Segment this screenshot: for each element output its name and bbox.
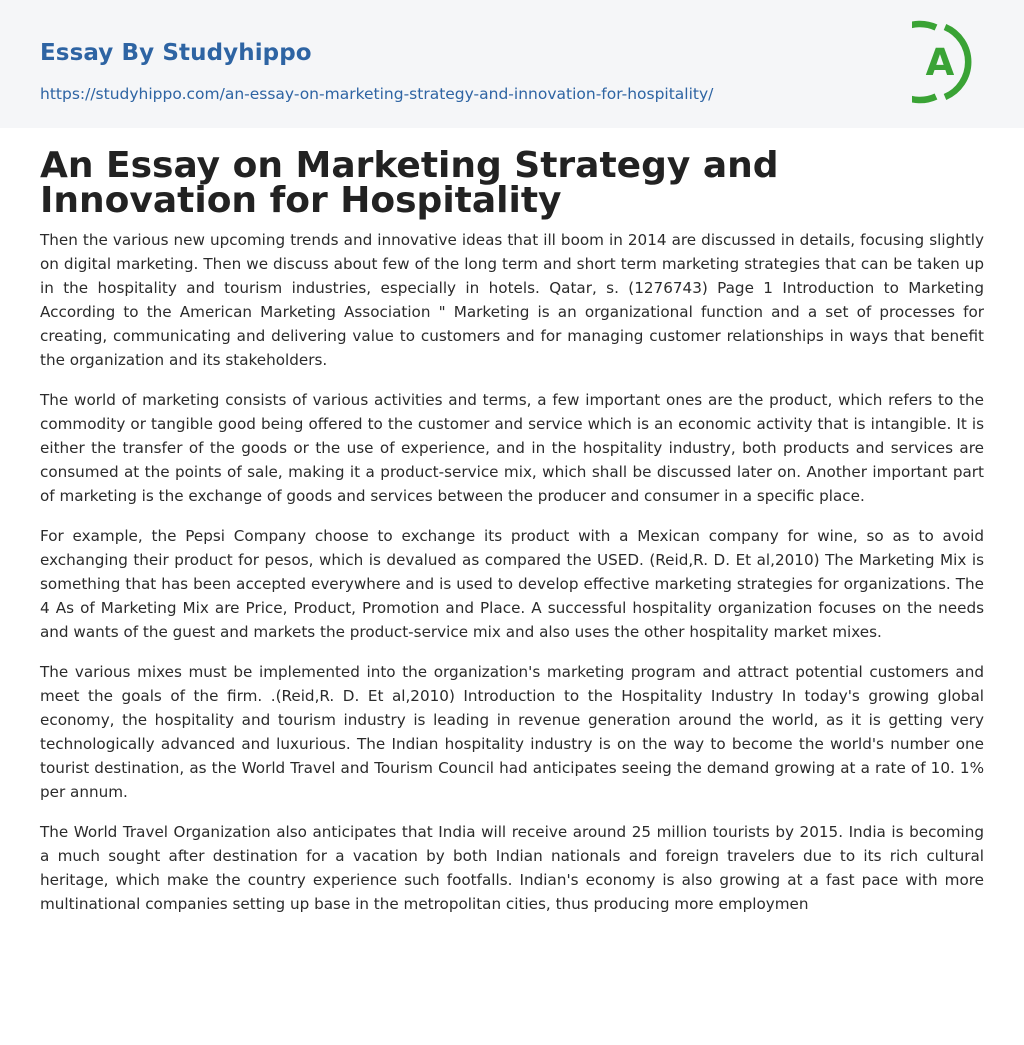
page-url-link[interactable]: https://studyhippo.com/an-essay-on-marketing-strategy-and-innovation-for-hospitality/ (40, 85, 714, 103)
studyhippo-logo-icon[interactable] (912, 19, 986, 105)
paragraph: The world of marketing consists of various activities and terms, a few important ones are the product, which refers to the commodity or tangible good being offered to the customer and service which is an economic activity that is intangible. It is either the transfer of the goods or the use of experience, and in the hospitality industry, both products and services are consumed at the points of sale, making it a product-service mix, which shall be discussed later on. Another important part of marketing is the exchange of goods and services between the producer and consumer in a specific place. (40, 391, 984, 505)
article-body (40, 228, 984, 932)
site-title[interactable]: Essay By Studyhippo (40, 40, 312, 66)
paragraph: Then the various new upcoming trends and innovative ideas that ill boom in 2014 are discussed in details, focusing slightly on digital marketing. Then we discuss about few of the long term and short term marketing strategies that can be taken up in the hospitality and tourism industries, especially in hotels. Qatar, s. (1276743) Page 1 Introduction to Marketing According to the American Marketing Association " Marketing is an organizational function and a set of processes for creating, communicating and delivering value to customers and for managing customer relationships in ways that benefit the organization and its stakeholders. (40, 231, 984, 369)
paragraph: The various mixes must be implemented into the organization's marketing program and attract potential customers and meet the goals of the firm. .(Reid,R. D. Et al,2010) Introduction to the Hospitality Industry In today's growing global economy, the hospitality and tourism industry is leading in revenue generation around the world, as it is getting very technologically advanced and luxurious. The Indian hospitality industry is on the way to become the world's number one tourist destination, as the World Travel and Tourism Council had anticipates seeing the demand growing at a rate of 10. 1% per annum. (40, 663, 984, 801)
page-title: An Essay on Marketing Strategy and Innovation for Hospitality (40, 145, 779, 221)
logo-letter: A (925, 41, 955, 84)
paragraph: The World Travel Organization also anticipates that India will receive around 25 million tourists by 2015. India is becoming a much sought after destination for a vacation by both Indian nationals and foreign travelers due to its rich cultural heritage, which make the country experience such footfalls. Indian's economy is also growing at a fast pace with more multinational companies setting up base in the metropolitan cities, thus producing more employmen (40, 823, 984, 913)
site-header (0, 0, 1024, 128)
paragraph: For example, the Pepsi Company choose to exchange its product with a Mexican company for wine, so as to avoid exchanging their product for pesos, which is devalued as compared the USED. (Reid,R. D. Et al,2010) The Marketing Mix is something that has been accepted everywhere and is used to develop effective marketing strategies for organizations. The 4 As of Marketing Mix are Price, Product, Promotion and Place. A successful hospitality organization focuses on the needs and wants of the guest and markets the product-service mix and also uses the other hospitality market mixes. (40, 527, 984, 641)
